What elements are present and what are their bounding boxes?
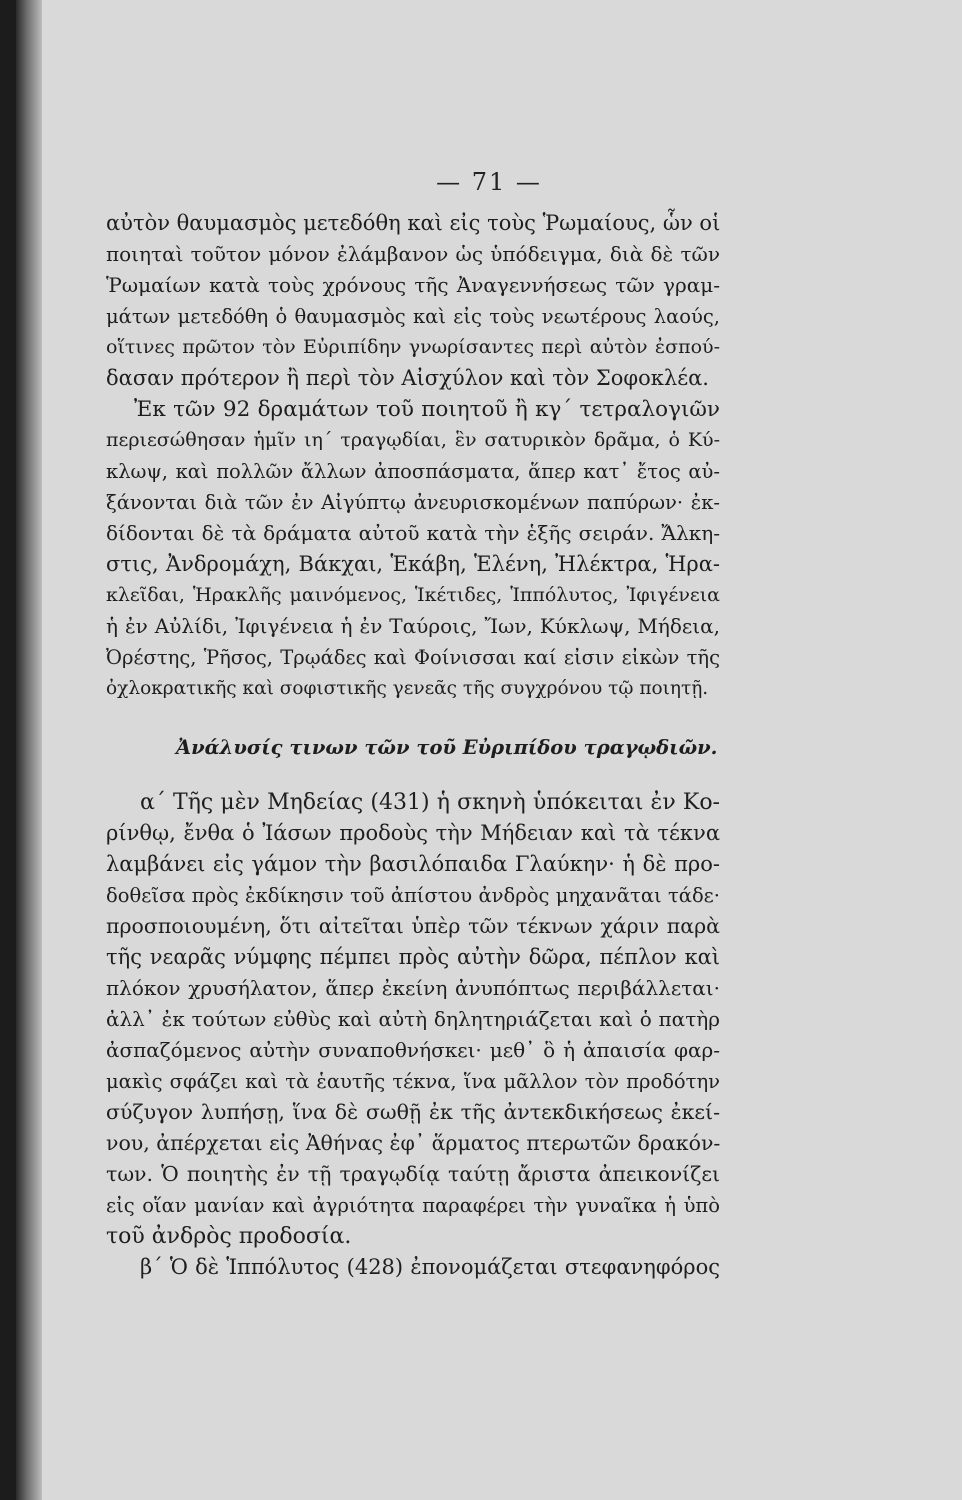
text-line: ποιηταὶ τοῦτον μόνον ἐλάμβανον ὡς ὑπόδειγμα, διὰ δὲ τῶν: [106, 242, 720, 266]
paragraph-1: [106, 208, 720, 394]
text-line: ξάνονται διὰ τῶν ἐν Αἰγύπτῳ ἀνευρισκομένων παπύρων· ἐκ-: [106, 491, 720, 514]
text-line: κλεῖδαι, Ἡρακλῆς μαινόμενος, Ἱκέτιδες, Ἱππόλυτος, Ἰφιγένεια: [106, 584, 720, 606]
text-line: ἀσπαζόμενος αὐτὴν συναποθνήσκει· μεθ᾽ ὃ ἡ ἀπαισία φαρ-: [106, 1038, 720, 1062]
text-line: ἡ ἐν Αὐλίδι, Ἰφιγένεια ἡ ἐν Ταύροις, Ἴων, Κύκλωψ, Μήδεια,: [106, 614, 720, 638]
text-line: τῆς νεαρᾶς νύμφης πέμπει πρὸς αὐτὴν δῶρα, πέπλον καὶ: [106, 945, 720, 969]
text-line: β΄ Ὁ δὲ Ἱππόλυτος (428) ἐπονομάζεται στεφανηφόρος: [140, 1255, 720, 1279]
text-line: εἰς οἵαν μανίαν καὶ ἀγριότητα παραφέρει τὴν γυναῖκα ἡ ὑπὸ: [106, 1194, 720, 1217]
page-number: — 71 —: [436, 168, 542, 196]
text-line: Ἐκ τῶν 92 δραμάτων τοῦ ποιητοῦ ἢ κγ΄ τετραλογιῶν: [134, 397, 720, 422]
book-page: [16, 0, 962, 1500]
text-line: ἀλλ᾽ ἐκ τούτων εὐθὺς καὶ αὐτὴ δηλητηριάζεται καὶ ὁ πατὴρ: [106, 1007, 720, 1031]
text-line: ρίνθῳ, ἔνθα ὁ Ἰάσων προδοὺς τὴν Μήδειαν καὶ τὰ τέκνα: [106, 821, 720, 845]
text-line: Ὀρέστης, Ῥῆσος, Τρῳάδες καὶ Φοίνισσαι καί εἰσιν εἰκὼν τῆς: [106, 646, 720, 669]
text-line: κλωψ, καὶ πολλῶν ἄλλων ἀποσπάσματα, ἅπερ κατ᾽ ἔτος αὐ-: [106, 460, 720, 483]
page-gutter-shadow: [16, 0, 42, 1500]
text-line: Ῥωμαίων κατὰ τοὺς χρόνους τῆς Ἀναγεννήσεως τῶν γραμ-: [106, 273, 720, 297]
text-line: ὀχλοκρατικῆς καὶ σοφιστικῆς γενεᾶς τῆς συγχρόνου τῷ ποιητῇ.: [106, 678, 709, 699]
text-line: δασαν πρότερον ἢ περὶ τὸν Αἰσχύλον καὶ τὸν Σοφοκλέα.: [106, 366, 709, 390]
text-line: λαμβάνει εἰς γάμον τὴν βασιλόπαιδα Γλαύκην· ἡ δὲ προ-: [106, 852, 720, 876]
text-line: μακὶς σφάζει καὶ τὰ ἑαυτῆς τέκνα, ἵνα μᾶλλον τὸν προδότην: [106, 1070, 720, 1093]
section-heading: Ἀνάλυσίς τινων τῶν τοῦ Εὐριπίδου τραγῳδιῶν.: [176, 736, 718, 759]
paragraph-2: [106, 394, 720, 704]
text-line: τοῦ ἀνδρὸς προδοσία.: [106, 1224, 352, 1249]
text-line: περιεσώθησαν ἡμῖν ιη΄ τραγῳδίαι, ἓν σατυρικὸν δρᾶμα, ὁ Κύ-: [106, 429, 720, 451]
text-line: δοθεῖσα πρὸς ἐκδίκησιν τοῦ ἀπίστου ἀνδρὸς μηχανᾶται τάδε·: [106, 884, 720, 907]
text-line: μάτων μετεδόθη ὁ θαυμασμὸς καὶ εἰς τοὺς νεωτέρους λαούς,: [106, 305, 720, 328]
text-line: νου, ἀπέρχεται εἰς Ἀθήνας ἐφ᾽ ἅρματος πτερωτῶν δρακόν-: [106, 1131, 720, 1155]
text-line: σύζυγον λυπήσῃ, ἵνα δὲ σωθῇ ἐκ τῆς ἀντεκδικήσεως ἐκεί-: [106, 1100, 720, 1124]
body-text: [106, 208, 720, 1283]
paragraph-3: [106, 787, 720, 1252]
text-line: πλόκον χρυσήλατον, ἅπερ ἐκείνη ἀνυπόπτως περιβάλλεται·: [106, 976, 720, 1000]
text-line: προσποιουμένη, ὅτι αἰτεῖται ὑπὲρ τῶν τέκνων χάριν παρὰ: [106, 914, 720, 938]
text-line: οἵτινες πρῶτον τὸν Εὐριπίδην γνωρίσαντες περὶ αὐτὸν ἐσπού-: [106, 336, 720, 358]
text-line: α΄ Τῆς μὲν Μηδείας (431) ἡ σκηνὴ ὑπόκειται ἐν Κο-: [140, 790, 720, 815]
paragraph-4: [106, 1252, 720, 1283]
text-line: των. Ὁ ποιητὴς ἐν τῇ τραγῳδίᾳ ταύτῃ ἄριστα ἀπεικονίζει: [106, 1162, 720, 1186]
text-line: αὐτὸν θαυμασμὸς μετεδόθη καὶ εἰς τοὺς Ῥωμαίους, ὧν οἱ: [106, 211, 720, 235]
text-line: δίδονται δὲ τὰ δράματα αὐτοῦ κατὰ τὴν ἑξῆς σειράν. Ἄλκη-: [106, 521, 720, 545]
text-line: στις, Ἀνδρομάχη, Βάκχαι, Ἑκάβη, Ἑλένη, Ἠλέκτρα, Ἡρα-: [106, 552, 720, 576]
